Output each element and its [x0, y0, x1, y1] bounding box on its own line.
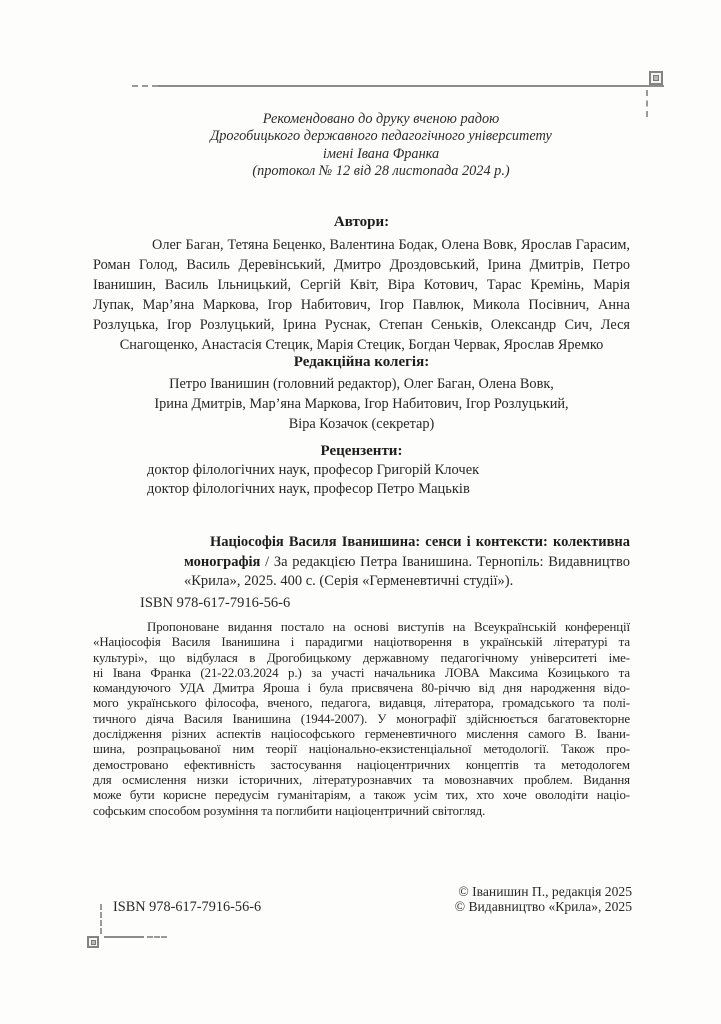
recommendation-note — [112, 111, 650, 181]
author-line: Роман Голод, Василь Деревінський, Дмитро Дроздовський, Ірина Дмитрів, Петро — [93, 257, 630, 273]
editorial-line: Ірина Дмитрів, Мар’яна Маркова, Ігор Набитович, Ігор Розлуцький, — [154, 396, 569, 412]
author-line: Лупак, Мар’яна Маркова, Ігор Набитович, Ігор Павлюк, Микола Посівнич, Анна — [93, 297, 630, 313]
citation-rest: / За редакцією Петра Іванишина. Тернопіль: Видавництво — [260, 553, 630, 570]
recommendation-line: імені Івана Франка — [322, 145, 440, 162]
copyright-line: © Іванишин П., редакція 2025 — [458, 884, 632, 899]
editorial-board-heading: Редакційна колегія: — [293, 354, 430, 370]
annotation-line: шина, розпрацьованої ним теорії національно-екзистенціальної методології. Також про- — [93, 742, 630, 757]
copyright-block — [330, 884, 632, 915]
recommendation-line: Рекомендовано до друку вченою радою — [262, 111, 500, 127]
citation-line: «Крила», 2025. 400 с. (Серія «Герменевтичні студії»). — [184, 573, 514, 590]
book-citation — [184, 533, 630, 592]
author-line: Іванишин, Василь Ільницький, Сергій Квіт, Віра Котович, Тарас Кремінь, Марія — [93, 277, 630, 293]
annotation-line: демостровано ефективність застосування націоцентричних концептів та методологем — [93, 757, 630, 772]
authors-heading: Автори: — [333, 214, 390, 230]
registration-mark-icon — [87, 936, 99, 948]
author-line: Олег Баган, Тетяна Беценко, Валентина Бодак, Олена Вовк, Ярослав Гарасим, — [152, 237, 630, 253]
annotation-line: дослідження різних аспектів націософського герменевтичного мислення самого В. Івани- — [93, 727, 630, 742]
annotation-line: Пропоноване видання постало на основі виступів на Всеукраїнській конференції — [147, 620, 630, 634]
citation-title-line: Націософія Василя Іванишина: сенси і контексти: колективна — [210, 534, 630, 550]
annotation-line: командуючого УДА Дмитра Яроша і була присвячена 80-річчю від дня народження відо- — [93, 681, 630, 696]
annotation-line: мого українського філософа, вченого, педагога, видавця, літератора, громадського та полі- — [93, 696, 630, 711]
registration-mark-inner-square — [91, 940, 96, 945]
annotation-line: «Націософія Василя Іванишина і парадигми націотворення в українській літературі та — [93, 635, 630, 650]
isbn-line: ISBN 978-617-7916-56-6 — [140, 595, 291, 611]
registration-mark-inner-square — [653, 75, 659, 81]
authors-list — [93, 235, 630, 355]
editorial-line: Віра Козачок (секретар) — [288, 416, 435, 432]
reviewers-heading: Рецензенти: — [320, 443, 403, 459]
top-rule — [158, 85, 664, 87]
annotation-paragraph — [93, 620, 630, 819]
copyright-line: © Видавництво «Крила», 2025 — [454, 899, 632, 915]
author-line: Снагощенко, Анастасія Стецик, Марія Стецик, Богдан Червак, Ярослав Яремко — [119, 337, 604, 353]
reviewer-line: доктор філологічних наук, професор Петро Мацьків — [147, 481, 470, 497]
citation-title-bold: монографія — [184, 553, 261, 570]
annotation-line: культурі», що відбулася в Дрогобицькому державному педагогічному університеті іме- — [93, 650, 630, 665]
annotation-line: тичного діяча Василя Іванишина (1944-2007). У монографії здійснюється багатовекторне — [93, 711, 630, 726]
recommendation-line: Дрогобицького державного педагогічного університету — [210, 128, 552, 145]
editorial-board-list — [93, 374, 630, 434]
author-line: Розлуцька, Ігор Розлуцький, Ірина Руснак, Степан Сеньків, Олександр Сич, Леся — [93, 317, 630, 333]
annotation-line: для осмислення низки історичних, літературознавчих та мовознавчих проблем. Видання — [93, 772, 630, 787]
annotation-line: софським способом розуміння та поглибити націоцентричний світогляд. — [93, 803, 486, 818]
annotation-line: може бути корисне передусім гуманітаріям, а також усім тих, хто хоче оволодіти націо- — [93, 788, 630, 803]
bottom-rule — [104, 936, 144, 938]
footer-isbn: ISBN 978-617-7916-56-6 — [113, 899, 262, 915]
editorial-line: Петро Іванишин (головний редактор), Олег Баган, Олена Вовк, — [169, 376, 554, 392]
registration-dash-vertical-bottom — [100, 904, 102, 934]
reviewer-line: доктор філологічних наук, професор Григорій Клочек — [147, 462, 480, 478]
citation-line — [184, 553, 630, 573]
bottom-rule-dashed-tail — [147, 936, 167, 938]
recommendation-line: (протокол № 12 від 28 листопада 2024 р.) — [252, 163, 510, 180]
annotation-line: ні Івана Франка (21-22.03.2024 р.) за участі начальника ЛОВА Максима Козицького та — [93, 665, 630, 680]
top-rule-dashed-lead — [132, 85, 158, 87]
reviewers-list — [147, 461, 630, 499]
registration-mark-icon — [649, 71, 663, 85]
